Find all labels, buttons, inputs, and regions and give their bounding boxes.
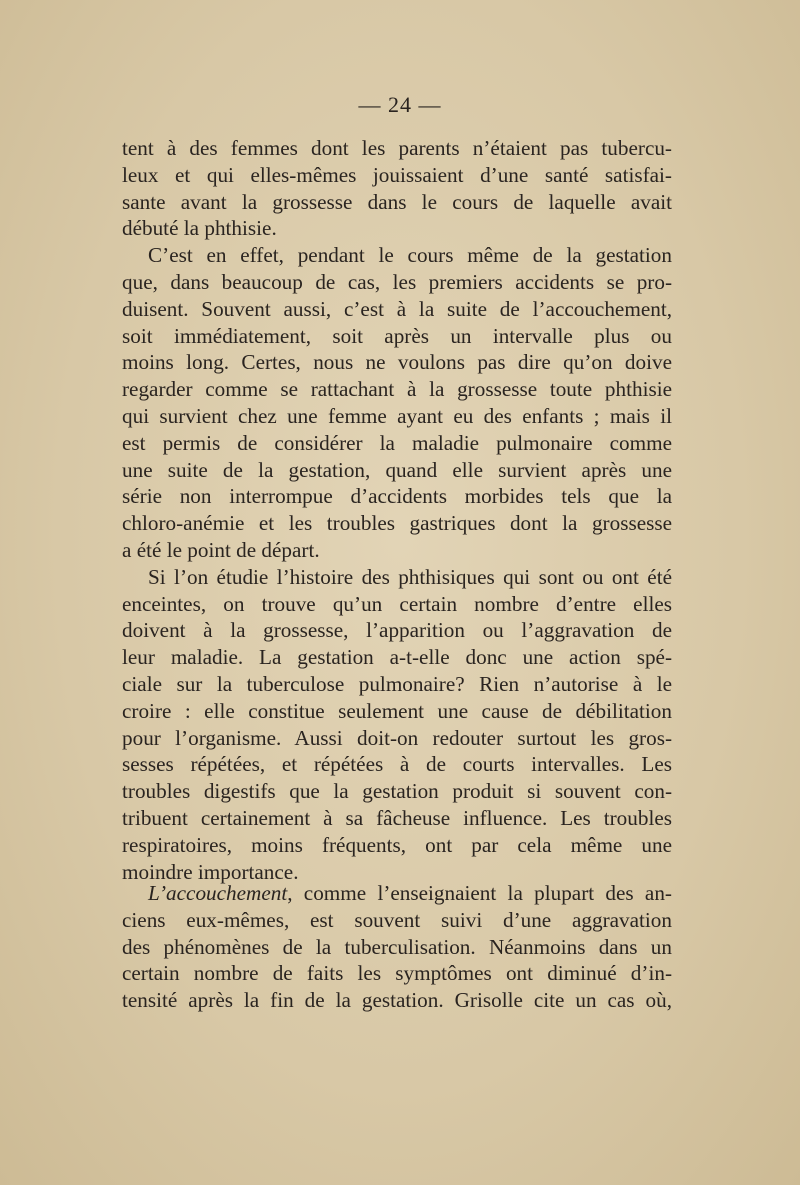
italic-term: L’accouchement — [148, 881, 288, 905]
text-line: soit immédiatement, soit après un intervalle plus ou — [122, 323, 672, 348]
text-line: une suite de la gestation, quand elle survient après une — [122, 457, 672, 482]
text-line: leur maladie. La gestation a-t-elle donc une action spé- — [122, 645, 672, 670]
text-line — [122, 880, 672, 907]
text-line: enceintes, on trouve qu’un certain nombre d’entre elles — [122, 591, 672, 616]
line-rest: , comme l’enseignaient la plupart des an- — [287, 881, 672, 905]
text-line: tribuent certainement à sa fâcheuse influence. Les troubles — [122, 805, 672, 830]
paragraph-1 — [122, 135, 672, 242]
text-line: Si l’on étudie l’histoire des phthisiques qui sont ou ont été — [148, 564, 672, 589]
text-line: certain nombre de faits les symptômes ont diminué d’in- — [122, 961, 672, 986]
text-line: ciale sur la tuberculose pulmonaire? Rien n’autorise à le — [122, 671, 672, 696]
body-text-upper — [122, 135, 672, 885]
page-number: — 24 — — [358, 92, 442, 117]
text-line: C’est en effet, pendant le cours même de la gestation — [148, 243, 672, 268]
text-line: croire : elle constitue seulement une cause de débilitation — [122, 698, 672, 723]
paragraph-4 — [122, 880, 672, 1014]
text-line: tent à des femmes dont les parents n’étaient pas tubercu- — [122, 136, 672, 160]
text-line: pour l’organisme. Aussi doit-on redouter surtout les gros- — [122, 725, 672, 750]
text-line: regarder comme se rattachant à la grossesse toute phthisie — [122, 377, 672, 402]
text-line: qui survient chez une femme ayant eu des enfants ; mais il — [122, 403, 672, 428]
text-line: leux et qui elles-mêmes jouissaient d’une santé satisfai- — [122, 162, 672, 187]
text-line: duisent. Souvent aussi, c’est à la suite de l’accouchement, — [122, 296, 672, 321]
text-line: chloro-anémie et les troubles gastriques dont la grossesse — [122, 511, 672, 536]
text-line: ciens eux-mêmes, est souvent suivi d’une aggravation — [122, 907, 672, 932]
text-line: série non interrompue d’accidents morbides tels que la — [122, 484, 672, 509]
text-line: respiratoires, moins fréquents, ont par cela même une — [122, 832, 672, 857]
text-line: sesses répétées, et répétées à de courts intervalles. Les — [122, 752, 672, 777]
text-line: troubles digestifs que la gestation produit si souvent con- — [122, 779, 672, 804]
text-line: sante avant la grossesse dans le cours de laquelle avait — [122, 189, 672, 214]
paragraph-3 — [122, 564, 672, 886]
text-line: des phénomènes de la tuberculisation. Néanmoins dans un — [122, 934, 672, 959]
text-line: tensité après la fin de la gestation. Grisolle cite un cas où, — [122, 988, 672, 1013]
text-line: a été le point de départ. — [122, 537, 320, 562]
body-text-lower — [122, 880, 672, 1014]
text-line: moins long. Certes, nous ne voulons pas dire qu’on doive — [122, 350, 672, 375]
text-line: est permis de considérer la maladie pulmonaire comme — [122, 430, 672, 455]
text-line: doivent à la grossesse, l’apparition ou l’aggravation de — [122, 618, 672, 643]
text-line: moindre importance. — [122, 859, 299, 884]
paragraph-2 — [122, 242, 672, 564]
text-line: débuté la phthisie. — [122, 216, 277, 241]
text-line: que, dans beaucoup de cas, les premiers accidents se pro- — [122, 269, 672, 294]
